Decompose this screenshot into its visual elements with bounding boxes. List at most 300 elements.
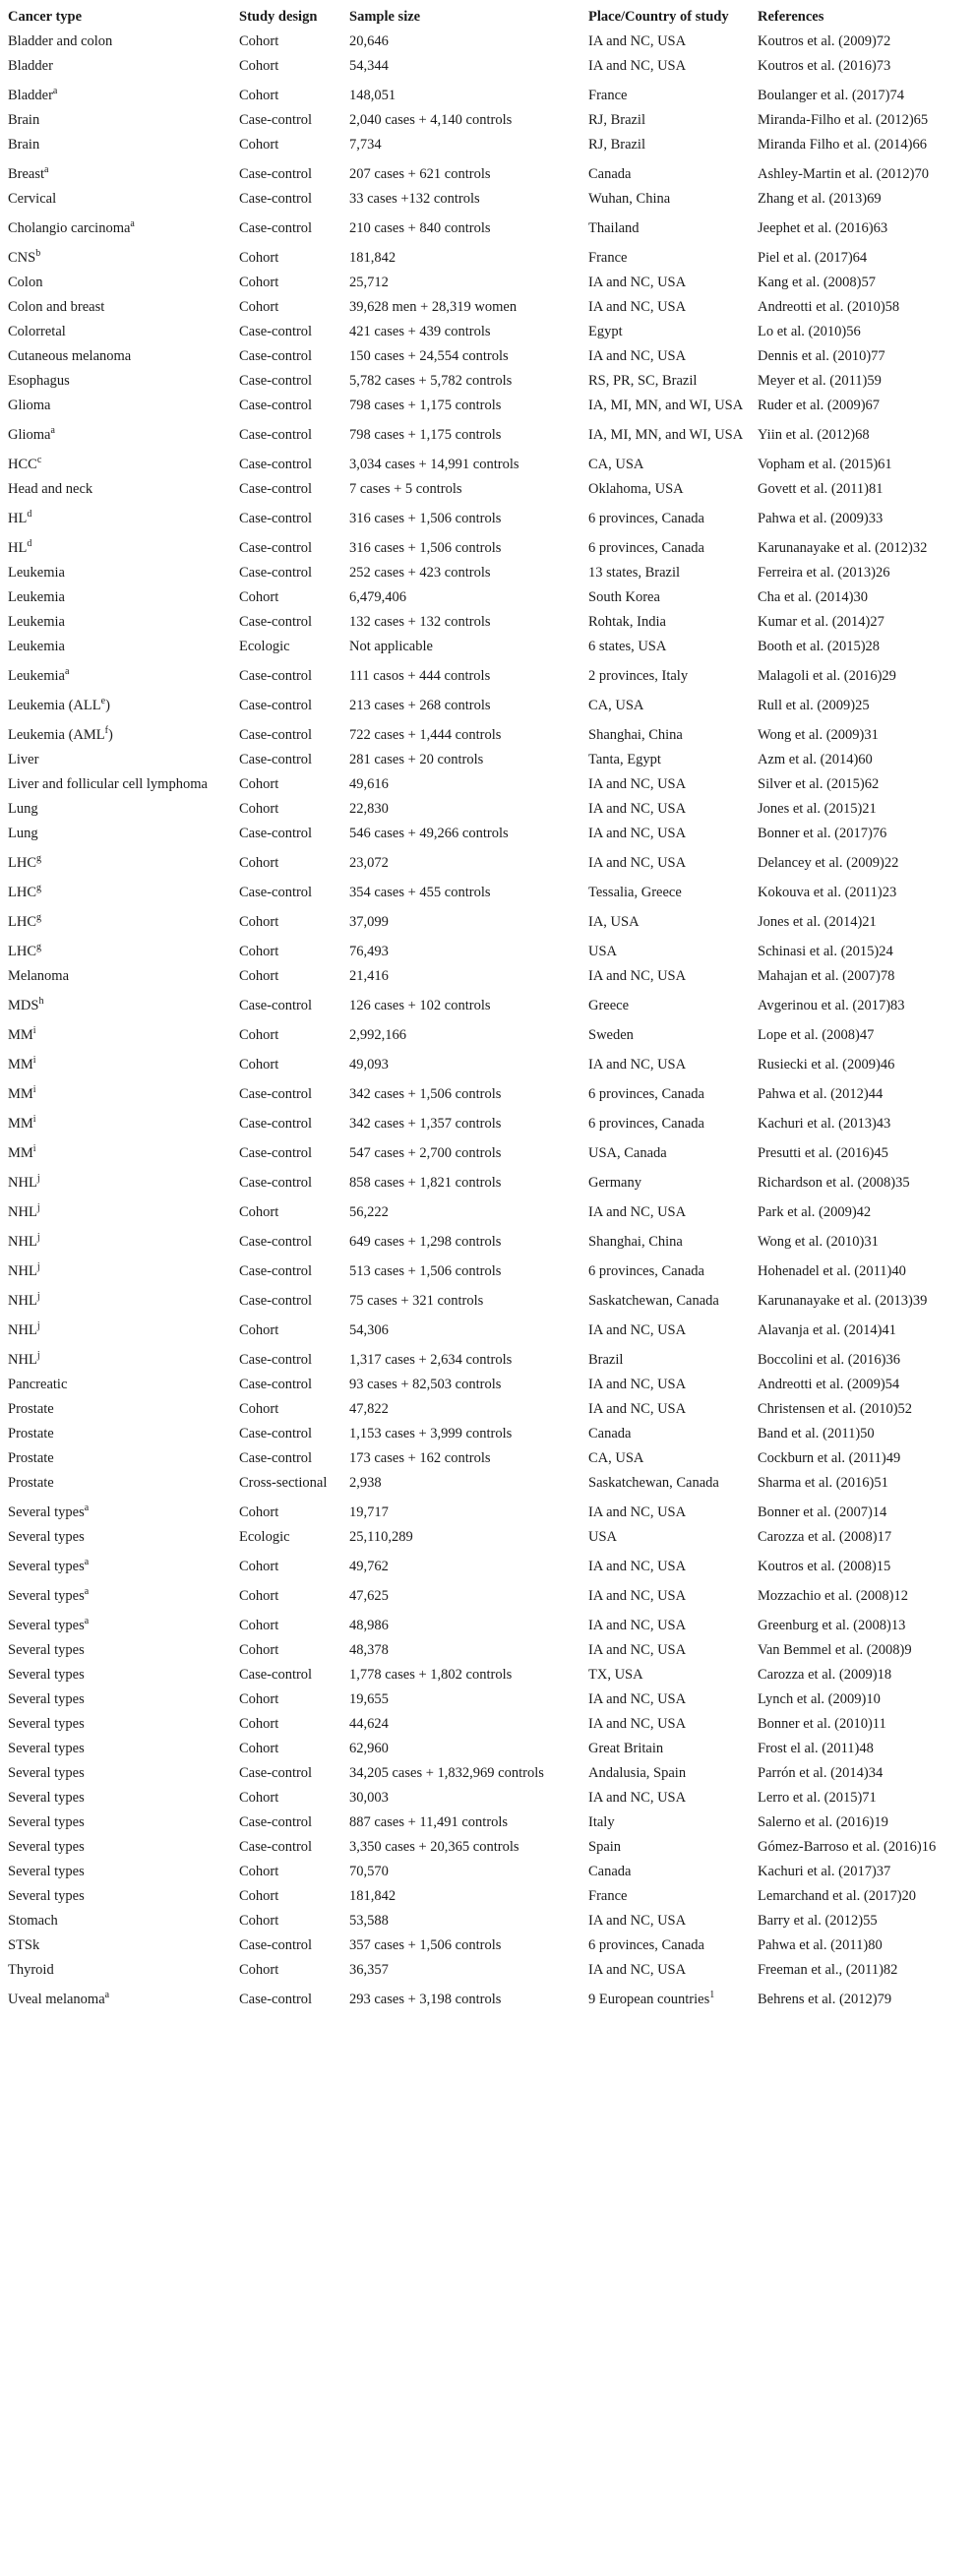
cell-place-text: Sweden (588, 1027, 634, 1043)
cell-place-text: USA (588, 1529, 618, 1545)
cell-place (584, 1343, 754, 1373)
cell-study-design (235, 1525, 345, 1550)
cell-sample-size (345, 1550, 584, 1579)
cell-reference-text: Frost el al. (2011)48 (758, 1741, 874, 1756)
cell-study-design (235, 964, 345, 989)
cell-reference-text: Piel et al. (2017)64 (758, 250, 868, 266)
cell-cancer-type (4, 1284, 235, 1314)
cell-reference (754, 689, 972, 718)
cell-cancer-type-text: Glioma (8, 398, 51, 413)
cell-cancer-type (4, 344, 235, 369)
header-references: References (758, 9, 824, 25)
cell-study-design (235, 1471, 345, 1496)
cell-study-design-text: Cohort (239, 1691, 279, 1707)
footnote-marker: i (32, 1084, 36, 1095)
cell-reference (754, 1196, 972, 1225)
cell-sample-size (345, 1761, 584, 1786)
cell-sample-size-text: 213 cases + 268 controls (349, 698, 491, 713)
cell-sample-size (345, 1196, 584, 1225)
cell-study-design-text: Case-control (239, 565, 313, 581)
cell-reference (754, 1077, 972, 1107)
cell-place (584, 1579, 754, 1609)
cell-study-design-text: Case-control (239, 998, 313, 1013)
cell-study-design (235, 1107, 345, 1136)
cell-cancer-type (4, 635, 235, 659)
cell-place-text: RJ, Brazil (588, 137, 645, 153)
cell-cancer-type-text: Leukemia (8, 589, 65, 605)
cell-place-text: CA, USA (588, 698, 644, 713)
cell-sample-size-text: 19,655 (349, 1691, 389, 1707)
cell-reference-text: Andreotti et al. (2010)58 (758, 299, 900, 315)
cell-sample-size-text: 513 cases + 1,506 controls (349, 1263, 502, 1279)
footnote-marker: 1 (709, 1990, 715, 2000)
footnote-marker: j (36, 1350, 40, 1361)
cell-sample-size-text: 1,317 cases + 2,634 controls (349, 1352, 513, 1368)
cell-reference-text: Freeman et al., (2011)82 (758, 1962, 898, 1978)
cell-place (584, 1284, 754, 1314)
cell-reference (754, 394, 972, 418)
cell-cancer-type-text: Leukemia (8, 668, 65, 684)
cell-sample-size-text: 316 cases + 1,506 controls (349, 511, 502, 526)
cell-place (584, 1810, 754, 1835)
cell-cancer-type-text: Several types (8, 1716, 85, 1732)
cell-study-design-text: Cohort (239, 855, 279, 871)
cell-cancer-type (4, 108, 235, 133)
cell-reference (754, 935, 972, 964)
cell-place (584, 1397, 754, 1422)
cell-sample-size-text: 293 cases + 3,198 controls (349, 1992, 502, 2007)
cell-place-text: IA and NC, USA (588, 1204, 687, 1220)
cell-sample-size-text: 30,003 (349, 1790, 389, 1806)
cell-sample-size-text: 173 cases + 162 controls (349, 1450, 491, 1466)
cell-sample-size (345, 1609, 584, 1638)
cell-study-design (235, 797, 345, 822)
table-row (4, 108, 972, 133)
cell-cancer-type-text: LHC (8, 885, 36, 900)
cell-reference (754, 1687, 972, 1712)
cell-cancer-type (4, 369, 235, 394)
cell-cancer-type-text: Pancreatic (8, 1377, 68, 1392)
cell-cancer-type-text: Leukemia (AML (8, 727, 105, 743)
cell-place (584, 1422, 754, 1446)
footnote-marker: j (36, 1261, 40, 1272)
cell-study-design (235, 157, 345, 187)
cell-cancer-type (4, 1525, 235, 1550)
cell-sample-size (345, 369, 584, 394)
cell-cancer-type-text: Several types (8, 1691, 85, 1707)
table-header-row (4, 4, 972, 30)
cell-place-text: Tessalia, Greece (588, 885, 682, 900)
cell-reference-text: Lemarchand et al. (2017)20 (758, 1888, 917, 1904)
cell-place-text: IA and NC, USA (588, 348, 687, 364)
cell-reference (754, 1663, 972, 1687)
cell-sample-size-text: 53,588 (349, 1913, 389, 1929)
cell-reference (754, 876, 972, 905)
table-row (4, 54, 972, 79)
cell-study-design (235, 54, 345, 79)
cell-study-design-text: Case-control (239, 614, 313, 630)
cell-place (584, 1525, 754, 1550)
cell-sample-size-text: 76,493 (349, 944, 389, 959)
footnote-marker: i (32, 1055, 36, 1066)
cell-study-design (235, 1786, 345, 1810)
cell-study-design (235, 108, 345, 133)
cell-cancer-type (4, 1422, 235, 1446)
cell-sample-size (345, 1077, 584, 1107)
cell-reference (754, 1761, 972, 1786)
cell-reference-text: Miranda Filho et al. (2014)66 (758, 137, 927, 153)
cell-sample-size-text: 2,992,166 (349, 1027, 406, 1043)
table-row (4, 822, 972, 846)
cell-study-design (235, 1884, 345, 1909)
cell-reference (754, 989, 972, 1018)
cell-place-text: France (588, 250, 628, 266)
table-row (4, 1933, 972, 1958)
cell-study-design-text: Case-control (239, 668, 313, 684)
cell-cancer-type-text: Leukemia (ALL (8, 698, 101, 713)
cell-reference (754, 1166, 972, 1196)
cell-cancer-type-text: MM (8, 1027, 33, 1043)
cell-sample-size (345, 394, 584, 418)
cell-cancer-type-text: Lung (8, 826, 38, 841)
cell-cancer-type (4, 320, 235, 344)
cell-reference-text: Boccolini et al. (2016)36 (758, 1352, 900, 1368)
cell-reference-text: Ashley-Martin et al. (2012)70 (758, 166, 929, 182)
table-row (4, 1225, 972, 1255)
cell-cancer-type-text: HL (8, 511, 28, 526)
cell-sample-size-text: 25,712 (349, 275, 389, 290)
cell-place (584, 964, 754, 989)
cell-place-text: IA and NC, USA (588, 1716, 687, 1732)
cell-study-design-text: Case-control (239, 1234, 313, 1250)
cell-cancer-type-text: Colorretal (8, 324, 66, 339)
cell-reference-text: Pahwa et al. (2011)80 (758, 1937, 883, 1953)
cell-study-design (235, 1860, 345, 1884)
cell-reference-text: Booth et al. (2015)28 (758, 639, 881, 654)
cell-study-design (235, 477, 345, 502)
cell-reference-text: Wong et al. (2009)31 (758, 727, 879, 743)
cell-sample-size-text: 421 cases + 439 controls (349, 324, 491, 339)
cell-study-design-text: Cohort (239, 1504, 279, 1520)
cell-study-design (235, 369, 345, 394)
table-row (4, 79, 972, 108)
cell-sample-size-text: 21,416 (349, 968, 389, 984)
cell-sample-size-text: 20,646 (349, 33, 389, 49)
cell-study-design (235, 1687, 345, 1712)
cell-sample-size-text: 316 cases + 1,506 controls (349, 540, 502, 556)
cell-cancer-type (4, 1933, 235, 1958)
footnote-marker: a (130, 218, 135, 229)
cell-reference (754, 718, 972, 748)
cell-place (584, 1761, 754, 1786)
cell-reference (754, 1397, 972, 1422)
cell-sample-size (345, 689, 584, 718)
cell-reference-text: Zhang et al. (2013)69 (758, 191, 882, 207)
header-sample-size: Sample size (349, 9, 421, 25)
cell-sample-size (345, 531, 584, 561)
cell-sample-size (345, 212, 584, 241)
cell-cancer-type (4, 1446, 235, 1471)
cell-reference (754, 320, 972, 344)
cell-sample-size (345, 1687, 584, 1712)
cell-place-text: 6 provinces, Canada (588, 511, 704, 526)
cell-place (584, 531, 754, 561)
cell-reference-text: Pahwa et al. (2009)33 (758, 511, 884, 526)
cell-study-design (235, 212, 345, 241)
cell-place (584, 1077, 754, 1107)
cell-place-text: IA and NC, USA (588, 1504, 687, 1520)
cell-sample-size-text: 281 cases + 20 controls (349, 752, 484, 767)
cell-study-design-text: Cohort (239, 1642, 279, 1658)
table-row (4, 477, 972, 502)
table-row (4, 964, 972, 989)
table-row (4, 1166, 972, 1196)
cell-reference-text: Van Bemmel et al. (2008)9 (758, 1642, 912, 1658)
table-row (4, 1663, 972, 1687)
cell-sample-size (345, 1397, 584, 1422)
cell-reference-text: Bonner et al. (2010)11 (758, 1716, 886, 1732)
cell-sample-size-text: 44,624 (349, 1716, 389, 1732)
footnote-marker: a (52, 86, 58, 96)
cell-cancer-type (4, 1225, 235, 1255)
cell-sample-size (345, 989, 584, 1018)
cell-reference (754, 822, 972, 846)
cell-sample-size (345, 1786, 584, 1810)
cell-cancer-type-text: Glioma (8, 427, 51, 443)
cell-sample-size-text: 207 cases + 621 controls (349, 166, 491, 182)
cell-place-text: CA, USA (588, 457, 644, 472)
cell-place-text: Canada (588, 166, 632, 182)
footnote-marker: g (36, 942, 41, 952)
cell-sample-size (345, 1018, 584, 1048)
cell-reference (754, 54, 972, 79)
cell-sample-size-text: 342 cases + 1,506 controls (349, 1086, 502, 1102)
cell-reference-text: Carozza et al. (2008)17 (758, 1529, 892, 1545)
cell-cancer-type (4, 1077, 235, 1107)
cell-study-design (235, 394, 345, 418)
cell-place (584, 1663, 754, 1687)
cell-place (584, 394, 754, 418)
cell-cancer-type-text: Melanoma (8, 968, 70, 984)
cell-place (584, 30, 754, 54)
cell-place (584, 1933, 754, 1958)
cell-place-text: Thailand (588, 220, 640, 236)
table-row (4, 1196, 972, 1225)
cell-reference-text: Koutros et al. (2016)73 (758, 58, 891, 74)
cell-sample-size (345, 1663, 584, 1687)
cell-sample-size (345, 846, 584, 876)
cell-reference-text: Andreotti et al. (2009)54 (758, 1377, 900, 1392)
table-row (4, 212, 972, 241)
cell-reference (754, 448, 972, 477)
cell-sample-size (345, 418, 584, 448)
cell-cancer-type-text: Colon and breast (8, 299, 105, 315)
cell-place (584, 418, 754, 448)
cell-cancer-type-text: Prostate (8, 1450, 54, 1466)
cell-sample-size-text: 342 cases + 1,357 controls (349, 1116, 502, 1132)
cell-study-design (235, 1663, 345, 1687)
cell-reference (754, 1314, 972, 1343)
cell-sample-size (345, 718, 584, 748)
cell-cancer-type (4, 1761, 235, 1786)
cell-place-text: Canada (588, 1426, 632, 1441)
cell-sample-size (345, 748, 584, 772)
cell-cancer-type-text: NHL (8, 1293, 37, 1309)
cell-sample-size-text: 23,072 (349, 855, 389, 871)
cell-place (584, 271, 754, 295)
cell-sample-size-text: 252 cases + 423 controls (349, 565, 491, 581)
cell-reference (754, 1343, 972, 1373)
cell-sample-size (345, 1860, 584, 1884)
cell-reference-text: Behrens et al. (2012)79 (758, 1992, 892, 2007)
cell-study-design (235, 271, 345, 295)
cell-reference (754, 187, 972, 212)
cell-study-design (235, 1255, 345, 1284)
cell-sample-size (345, 241, 584, 271)
footnote-marker: i (32, 1114, 36, 1125)
cell-study-design-text: Cohort (239, 1790, 279, 1806)
cell-reference (754, 1373, 972, 1397)
cell-reference-text: Jones et al. (2014)21 (758, 914, 877, 930)
cell-study-design-text: Cohort (239, 137, 279, 153)
cell-cancer-type-text: MM (8, 1057, 33, 1073)
cell-cancer-type-text: Several types (8, 1504, 85, 1520)
cell-reference-text: Kachuri et al. (2013)43 (758, 1116, 891, 1132)
cell-sample-size-text: 798 cases + 1,175 controls (349, 398, 502, 413)
cell-sample-size (345, 1933, 584, 1958)
cell-reference (754, 964, 972, 989)
cell-sample-size-text: 210 cases + 840 controls (349, 220, 491, 236)
cell-cancer-type-text: NHL (8, 1175, 37, 1191)
cell-sample-size-text: 7,734 (349, 137, 382, 153)
footnote-marker: e (100, 696, 106, 706)
cell-cancer-type (4, 1496, 235, 1525)
cell-study-design (235, 718, 345, 748)
cell-cancer-type (4, 822, 235, 846)
cell-place (584, 876, 754, 905)
cell-cancer-type (4, 561, 235, 585)
cell-reference (754, 1018, 972, 1048)
cell-place (584, 1255, 754, 1284)
cell-place (584, 748, 754, 772)
cell-cancer-type (4, 1835, 235, 1860)
cell-place (584, 1550, 754, 1579)
table-row (4, 876, 972, 905)
table-row (4, 935, 972, 964)
cell-study-design (235, 241, 345, 271)
cell-sample-size-text: 722 cases + 1,444 controls (349, 727, 502, 743)
cell-reference (754, 1609, 972, 1638)
cell-reference-text: Hohenadel et al. (2011)40 (758, 1263, 906, 1279)
cell-reference (754, 30, 972, 54)
cell-place (584, 133, 754, 157)
cell-cancer-type-text: MM (8, 1145, 33, 1161)
cell-cancer-type-text: Several types (8, 1790, 85, 1806)
cell-cancer-type-text: Bladder and colon (8, 33, 113, 49)
cell-sample-size-text: 649 cases + 1,298 controls (349, 1234, 502, 1250)
table-row (4, 1343, 972, 1373)
cell-place-text: IA and NC, USA (588, 776, 687, 792)
cell-cancer-type-text: Several types (8, 1814, 85, 1830)
cell-sample-size-text: 181,842 (349, 250, 396, 266)
cell-study-design-text: Case-control (239, 1263, 313, 1279)
table-row (4, 1687, 972, 1712)
cell-place-text: USA (588, 944, 618, 959)
cell-study-design-text: Case-control (239, 1450, 313, 1466)
cell-reference-text: Christensen et al. (2010)52 (758, 1401, 913, 1417)
cell-place-text: Egypt (588, 324, 623, 339)
table-row (4, 344, 972, 369)
cell-cancer-type (4, 876, 235, 905)
cell-sample-size-text: 62,960 (349, 1741, 389, 1756)
cell-reference (754, 157, 972, 187)
table-row (4, 502, 972, 531)
cell-cancer-type-text: NHL (8, 1322, 37, 1338)
cell-place (584, 1687, 754, 1712)
cell-sample-size (345, 1909, 584, 1933)
cell-place (584, 772, 754, 797)
cell-study-design (235, 989, 345, 1018)
cell-place-text: Brazil (588, 1352, 624, 1368)
cell-reference (754, 133, 972, 157)
cell-reference (754, 635, 972, 659)
cell-sample-size-text: 19,717 (349, 1504, 389, 1520)
cell-reference (754, 1525, 972, 1550)
cell-reference-text: Lynch et al. (2009)10 (758, 1691, 881, 1707)
cell-study-design-text: Case-control (239, 1992, 313, 2007)
cell-study-design (235, 1909, 345, 1933)
cell-cancer-type-text: MM (8, 1116, 33, 1132)
cell-cancer-type (4, 1638, 235, 1663)
cell-cancer-type-text: Colon (8, 275, 43, 290)
cell-study-design (235, 905, 345, 935)
cell-place-text: France (588, 1888, 628, 1904)
cell-cancer-type-text: Leukemia (8, 639, 65, 654)
cell-study-design-text: Case-control (239, 1086, 313, 1102)
table-row (4, 1550, 972, 1579)
cell-place (584, 1860, 754, 1884)
cell-reference-text: Koutros et al. (2009)72 (758, 33, 891, 49)
cell-reference (754, 1107, 972, 1136)
cell-sample-size (345, 1255, 584, 1284)
table-row (4, 1471, 972, 1496)
cell-place (584, 635, 754, 659)
cell-cancer-type (4, 271, 235, 295)
cell-cancer-type-text: STSk (8, 1937, 40, 1953)
cell-place-text: CA, USA (588, 1450, 644, 1466)
table-row (4, 635, 972, 659)
cell-study-design (235, 1166, 345, 1196)
cell-cancer-type-text: Lung (8, 801, 38, 817)
cell-cancer-type-text: Prostate (8, 1475, 54, 1491)
cell-sample-size (345, 659, 584, 689)
cell-place (584, 1225, 754, 1255)
cell-cancer-type (4, 772, 235, 797)
footnote-marker: d (27, 509, 32, 520)
cell-place-text: IA, MI, MN, and WI, USA (588, 427, 744, 443)
cell-study-design (235, 935, 345, 964)
cell-reference-text: Parrón et al. (2014)34 (758, 1765, 884, 1781)
cell-study-design (235, 1136, 345, 1166)
cell-cancer-type (4, 1663, 235, 1687)
cell-sample-size (345, 1737, 584, 1761)
cell-place-text: IA and NC, USA (588, 1618, 687, 1633)
cell-cancer-type (4, 1687, 235, 1712)
table-row (4, 369, 972, 394)
cell-place-text: IA and NC, USA (588, 1559, 687, 1574)
cell-sample-size (345, 1579, 584, 1609)
cell-cancer-type (4, 133, 235, 157)
